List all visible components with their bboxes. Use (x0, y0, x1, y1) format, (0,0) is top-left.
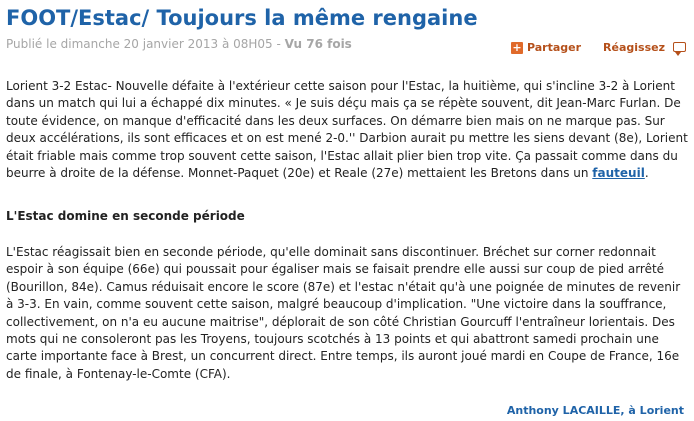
meta-separator: - (272, 37, 285, 51)
comment-icon (673, 42, 686, 52)
paragraph-1-text: Lorient 3-2 Estac- Nouvelle défaite à l'extérieur cette saison pour l'Estac, la huitième, qui s'incline 3-2 à Lorient dans un match qui lui a échappé dix minutes. « Je suis déçu mais ça se répète souvent, dit Jean-Marc Furlan. De toute évidence, on manque d'efficacité dans les deux surfaces. On démarre bien mais on ne marque pas. Sur deux accélérations, ils sont efficaces et on est mené 2-0.'' Darbion aurait pu mettre les siens devant (8e), Lorient était friable mais comme trop souvent cette saison, l'Estac allait plier bien trop vite. Ça passait comme dans du beurre à droite de la défense. Monnet-Paquet (20e) et Reale (27e) mettaient les Bretons dans un (6, 79, 688, 181)
fauteuil-link[interactable]: fauteuil (592, 166, 645, 181)
paragraph-1-end: . (644, 166, 649, 181)
article-title: FOOT/Estac/ Toujours la même rengaine (6, 6, 478, 30)
article-actions (511, 41, 686, 54)
view-count: Vu 76 fois (284, 37, 352, 51)
article-body (6, 78, 688, 383)
author-location: , à Lorient (620, 404, 684, 417)
react-label: Réagissez (603, 41, 665, 54)
plus-icon: + (512, 40, 522, 54)
paragraph-1 (6, 78, 688, 208)
publish-date: Publié le dimanche 20 janvier 2013 à 08H05 (6, 37, 273, 51)
share-button[interactable] (511, 41, 581, 54)
react-button[interactable] (603, 41, 686, 54)
section-subheading: L'Estac domine en seconde période (6, 209, 245, 223)
paragraph-2: L'Estac réagissait bien en seconde période, qu'elle dominait sans discontinuer. Bréchet sur corner redonnait espoir à son équipe (66e) qui poussait pour égaliser mais se faisait prendre elle aussi sur coup de pied arrêté (Bourillon, 84e). Camus réduisait encore le score (87e) et l'estac n'était qu'à une poignée de minutes de revenir à 3-3. En vain, comme souvent cette saison, malgré beaucoup d'implication. "Une victoire dans la souffrance, collectivement, on n'a eu aucune maitrise", déplorait de son côté Christian Gourcuff l'entraîneur lorientais. Des mots qui ne consoleront pas les Troyens, toujours scotchés à 13 points et qui abattront samedi prochain une carte importante face à Brest, un concurrent direct. Entre temps, ils auront joué mardi en Coupe de France, 16e de finale, à Fontenay-le-Comte (CFA). (6, 245, 681, 381)
article-signature (507, 404, 684, 417)
share-label: Partager (526, 41, 582, 54)
article-meta (6, 36, 352, 52)
author-name[interactable]: Anthony LACAILLE (506, 404, 621, 417)
